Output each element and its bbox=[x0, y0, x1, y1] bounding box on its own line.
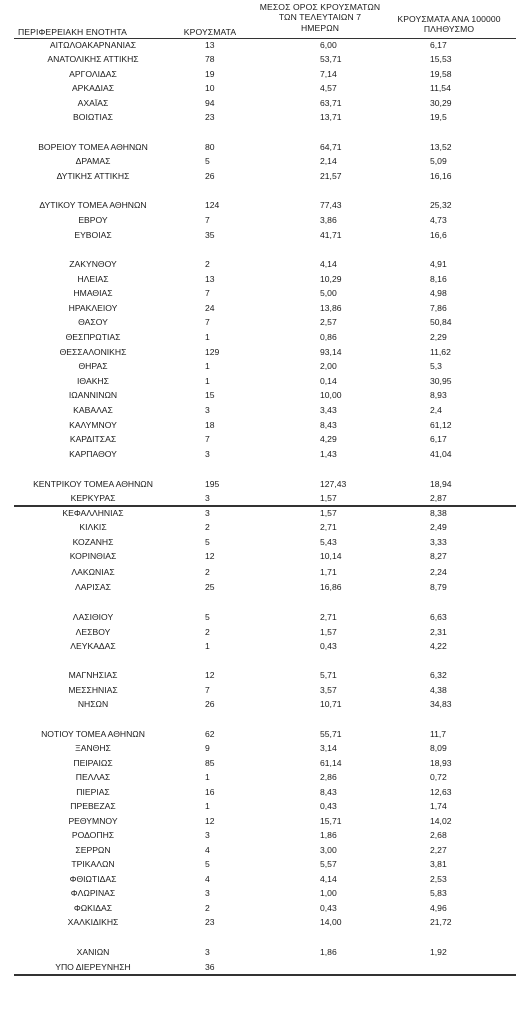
table-row bbox=[0, 404, 516, 418]
rate-value: 2,87 bbox=[430, 493, 447, 503]
cases-value: 3 bbox=[205, 449, 210, 459]
table-row bbox=[0, 39, 516, 53]
avg-value: 13,86 bbox=[320, 303, 342, 313]
region-name: ΗΛΕΙΑΣ bbox=[77, 274, 109, 284]
avg-value: 4,14 bbox=[320, 874, 337, 884]
table-row bbox=[0, 97, 516, 111]
region-name: ΡΟΔΟΠΗΣ bbox=[71, 830, 115, 840]
region-name: ΑΧΑΪΑΣ bbox=[77, 98, 109, 108]
region-name: ΦΩΚΙΔΑΣ bbox=[73, 903, 113, 913]
cases-value: 94 bbox=[205, 98, 215, 108]
avg-value: 3,57 bbox=[320, 685, 337, 695]
avg-value: 0,43 bbox=[320, 903, 337, 913]
avg-value: 2,71 bbox=[320, 612, 337, 622]
cases-value: 85 bbox=[205, 758, 215, 768]
region-name: ΙΩΑΝΝΙΝΩΝ bbox=[68, 390, 118, 400]
rate-value: 61,12 bbox=[430, 420, 452, 430]
cases-value: 7 bbox=[205, 434, 210, 444]
region-name: ΚΕΝΤΡΙΚΟΥ ΤΟΜΕΑ ΑΘΗΝΩΝ bbox=[33, 479, 153, 489]
region-name: ΚΑΛΥΜΝΟΥ bbox=[69, 420, 117, 430]
rate-value: 2,53 bbox=[430, 874, 447, 884]
region-name: ΗΜΑΘΙΑΣ bbox=[73, 288, 113, 298]
cases-value: 26 bbox=[205, 699, 215, 709]
header-rate-line: ΚΡΟΥΣΜΑΤΑ ΑΝΑ 100000 bbox=[397, 14, 501, 24]
region-name: ΛΑΣΙΘΙΟΥ bbox=[72, 612, 114, 622]
avg-value: 2,00 bbox=[320, 361, 337, 371]
region-name: ΠΙΕΡΙΑΣ bbox=[76, 787, 110, 797]
rate-value: 12,63 bbox=[430, 787, 452, 797]
avg-value: 41,71 bbox=[320, 230, 342, 240]
rate-value: 18,94 bbox=[430, 479, 452, 489]
region-name: ΕΥΒΟΙΑΣ bbox=[74, 230, 112, 240]
table-row bbox=[0, 258, 516, 272]
avg-value: 1,43 bbox=[320, 449, 337, 459]
table-row bbox=[0, 800, 516, 814]
rate-value: 5,3 bbox=[430, 361, 442, 371]
avg-value: 64,71 bbox=[320, 142, 342, 152]
avg-value: 1,86 bbox=[320, 947, 337, 957]
cases-value: 26 bbox=[205, 171, 215, 181]
region-name: ΛΕΣΒΟΥ bbox=[75, 627, 111, 637]
cases-value: 18 bbox=[205, 420, 215, 430]
table-row bbox=[0, 684, 516, 698]
rate-value: 19,58 bbox=[430, 69, 452, 79]
rate-value: 3,33 bbox=[430, 537, 447, 547]
cases-value: 80 bbox=[205, 142, 215, 152]
region-name: ΛΑΡΙΣΑΣ bbox=[75, 582, 111, 592]
rate-value: 16,6 bbox=[430, 230, 447, 240]
cases-value: 3 bbox=[205, 493, 210, 503]
region-name: ΤΡΙΚΑΛΩΝ bbox=[71, 859, 115, 869]
avg-value: 63,71 bbox=[320, 98, 342, 108]
cases-value: 3 bbox=[205, 947, 210, 957]
rate-value: 8,93 bbox=[430, 390, 447, 400]
avg-value: 5,71 bbox=[320, 670, 337, 680]
cases-value: 7 bbox=[205, 685, 210, 695]
rate-value: 2,49 bbox=[430, 522, 447, 532]
table-row bbox=[0, 550, 516, 564]
avg-value: 2,57 bbox=[320, 317, 337, 327]
avg-value: 53,71 bbox=[320, 54, 342, 64]
rate-value: 11,62 bbox=[430, 347, 451, 357]
table-row bbox=[0, 155, 516, 169]
rate-value: 21,72 bbox=[430, 917, 452, 927]
avg-value: 5,43 bbox=[320, 537, 337, 547]
rate-value: 4,96 bbox=[430, 903, 447, 913]
region-name: ΚΙΛΚΙΣ bbox=[79, 522, 107, 532]
cases-value: 13 bbox=[205, 40, 215, 50]
rate-value: 8,27 bbox=[430, 551, 447, 561]
header-avg-line: ΤΩΝ ΤΕΛΕΥΤΑΙΩΝ 7 bbox=[278, 12, 362, 23]
rate-value: 11,54 bbox=[430, 83, 451, 93]
region-name: ΥΠΟ ΔΙΕΡΕΥΝΗΣΗ bbox=[55, 962, 131, 972]
header-rate-line: ΠΛΗΘΥΣΜΟ bbox=[423, 24, 475, 35]
avg-value: 8,43 bbox=[320, 420, 337, 430]
region-name: ΖΑΚΥΝΘΟΥ bbox=[69, 259, 117, 269]
header-cases: ΚΡΟΥΣΜΑΤΑ bbox=[183, 27, 237, 37]
region-name: ΘΕΣΣΑΛΟΝΙΚΗΣ bbox=[59, 347, 127, 357]
table-row bbox=[0, 626, 516, 640]
avg-value: 55,71 bbox=[320, 729, 342, 739]
table-row bbox=[0, 961, 516, 975]
cases-value: 23 bbox=[205, 112, 215, 122]
header-avg bbox=[250, 2, 390, 33]
table-row bbox=[0, 887, 516, 901]
rate-value: 41,04 bbox=[430, 449, 452, 459]
region-name: ΗΡΑΚΛΕΙΟΥ bbox=[68, 303, 118, 313]
rate-value: 4,38 bbox=[430, 685, 447, 695]
rate-value: 6,32 bbox=[430, 670, 447, 680]
table-row bbox=[0, 873, 516, 887]
avg-value: 10,71 bbox=[320, 699, 342, 709]
avg-value: 4,29 bbox=[320, 434, 337, 444]
cases-value: 7 bbox=[205, 215, 210, 225]
region-name: ΚΑΒΑΛΑΣ bbox=[73, 405, 113, 415]
table-row bbox=[0, 581, 516, 595]
region-name: ΠΕΙΡΑΙΩΣ bbox=[73, 758, 113, 768]
table-row bbox=[0, 214, 516, 228]
cases-value: 129 bbox=[205, 347, 220, 357]
rate-value: 6,17 bbox=[430, 40, 447, 50]
cases-value: 7 bbox=[205, 288, 210, 298]
header-avg-line: ΜΕΣΟΣ ΟΡΟΣ ΚΡΟΥΣΜΑΤΩΝ bbox=[259, 2, 381, 12]
region-name: ΒΟΙΩΤΙΑΣ bbox=[73, 112, 113, 122]
cases-value: 2 bbox=[205, 522, 210, 532]
cases-value: 1 bbox=[205, 332, 210, 342]
table-row bbox=[0, 419, 516, 433]
rate-value: 13,52 bbox=[430, 142, 452, 152]
table-row bbox=[0, 728, 516, 742]
table-row bbox=[0, 698, 516, 712]
cases-value: 35 bbox=[205, 230, 215, 240]
cases-value: 1 bbox=[205, 641, 210, 651]
region-name: ΛΕΥΚΑΔΑΣ bbox=[70, 641, 116, 651]
cases-value: 2 bbox=[205, 567, 210, 577]
avg-value: 1,00 bbox=[320, 888, 337, 898]
table-row bbox=[0, 287, 516, 301]
table-row bbox=[0, 346, 516, 360]
cases-value: 5 bbox=[205, 859, 210, 869]
cases-value: 5 bbox=[205, 156, 210, 166]
rate-value: 15,53 bbox=[430, 54, 452, 64]
region-name: ΚΟΡΙΝΘΙΑΣ bbox=[69, 551, 117, 561]
cases-value: 5 bbox=[205, 612, 210, 622]
table-row bbox=[0, 141, 516, 155]
region-name: ΠΡΕΒΕΖΑΣ bbox=[70, 801, 116, 811]
avg-value: 0,86 bbox=[320, 332, 337, 342]
rate-value: 2,24 bbox=[430, 567, 447, 577]
avg-value: 5,00 bbox=[320, 288, 337, 298]
avg-value: 21,57 bbox=[320, 171, 342, 181]
table-row bbox=[0, 375, 516, 389]
region-name: ΡΕΘΥΜΝΟΥ bbox=[68, 816, 118, 826]
avg-value: 4,14 bbox=[320, 259, 337, 269]
region-name: ΚΕΡΚΥΡΑΣ bbox=[70, 493, 116, 503]
avg-value: 3,14 bbox=[320, 743, 337, 753]
cases-value: 124 bbox=[205, 200, 220, 210]
cases-value: 12 bbox=[205, 670, 215, 680]
table-row bbox=[0, 448, 516, 462]
avg-value: 14,00 bbox=[320, 917, 342, 927]
table-row bbox=[0, 492, 516, 506]
region-name: ΑΡΚΑΔΙΑΣ bbox=[71, 83, 115, 93]
region-name: ΙΘΑΚΗΣ bbox=[77, 376, 109, 386]
table-row bbox=[0, 521, 516, 535]
table-row bbox=[0, 273, 516, 287]
avg-value: 1,57 bbox=[320, 493, 337, 503]
table-row bbox=[0, 771, 516, 785]
table-row bbox=[0, 316, 516, 330]
region-name: ΚΑΡΠΑΘΟΥ bbox=[69, 449, 117, 459]
cases-value: 19 bbox=[205, 69, 215, 79]
rate-value: 5,83 bbox=[430, 888, 447, 898]
cases-value: 3 bbox=[205, 508, 210, 518]
table-row bbox=[0, 786, 516, 800]
region-name: ΧΑΛΚΙΔΙΚΗΣ bbox=[67, 917, 119, 927]
avg-value: 1,57 bbox=[320, 627, 337, 637]
avg-value: 16,86 bbox=[320, 582, 342, 592]
region-name: ΣΕΡΡΩΝ bbox=[75, 845, 111, 855]
avg-value: 4,57 bbox=[320, 83, 337, 93]
cases-value: 16 bbox=[205, 787, 215, 797]
region-name: ΞΑΝΘΗΣ bbox=[75, 743, 111, 753]
cases-value: 4 bbox=[205, 845, 210, 855]
avg-value: 0,43 bbox=[320, 801, 337, 811]
table-row bbox=[0, 858, 516, 872]
avg-value: 0,14 bbox=[320, 376, 337, 386]
rate-value: 25,32 bbox=[430, 200, 452, 210]
table-row bbox=[0, 433, 516, 447]
region-name: ΦΛΩΡΙΝΑΣ bbox=[70, 888, 116, 898]
region-name: ΔΥΤΙΚΗΣ ΑΤΤΙΚΗΣ bbox=[56, 171, 130, 181]
rate-value: 2,68 bbox=[430, 830, 447, 840]
avg-value: 5,57 bbox=[320, 859, 337, 869]
avg-value: 2,86 bbox=[320, 772, 337, 782]
table-row bbox=[0, 669, 516, 683]
cases-value: 13 bbox=[205, 274, 215, 284]
header-rate bbox=[384, 14, 514, 35]
rate-value: 6,17 bbox=[430, 434, 447, 444]
region-name: ΑΙΤΩΛΟΑΚΑΡΝΑΝΙΑΣ bbox=[49, 40, 137, 50]
rate-value: 3,81 bbox=[430, 859, 447, 869]
region-name: ΔΥΤΙΚΟΥ ΤΟΜΕΑ ΑΘΗΝΩΝ bbox=[39, 200, 147, 210]
table-row bbox=[0, 829, 516, 843]
header-avg-line: ΗΜΕΡΩΝ bbox=[300, 22, 340, 33]
cases-value: 3 bbox=[205, 888, 210, 898]
rate-value: 8,79 bbox=[430, 582, 447, 592]
cases-value: 12 bbox=[205, 551, 215, 561]
table-row bbox=[0, 360, 516, 374]
rate-value: 5,09 bbox=[430, 156, 447, 166]
region-name: ΘΗΡΑΣ bbox=[78, 361, 108, 371]
cases-value: 24 bbox=[205, 303, 215, 313]
rate-value: 30,29 bbox=[430, 98, 452, 108]
rate-value: 18,93 bbox=[430, 758, 452, 768]
avg-value: 10,00 bbox=[320, 390, 342, 400]
cases-value: 78 bbox=[205, 54, 215, 64]
region-name: ΒΟΡΕΙΟΥ ΤΟΜΕΑ ΑΘΗΝΩΝ bbox=[38, 142, 148, 152]
avg-value: 10,14 bbox=[320, 551, 342, 561]
table-row bbox=[0, 507, 516, 521]
rate-value: 11,7 bbox=[430, 729, 447, 739]
region-name: ΠΕΛΛΑΣ bbox=[75, 772, 111, 782]
rate-value: 4,73 bbox=[430, 215, 447, 225]
region-name: ΚΑΡΔΙΤΣΑΣ bbox=[69, 434, 117, 444]
rate-value: 8,09 bbox=[430, 743, 447, 753]
avg-value: 1,86 bbox=[320, 830, 337, 840]
rate-value: 34,83 bbox=[430, 699, 452, 709]
table-row bbox=[0, 536, 516, 550]
avg-value: 77,43 bbox=[320, 200, 342, 210]
table-row bbox=[0, 478, 516, 492]
table-row bbox=[0, 902, 516, 916]
region-name: ΘΕΣΠΡΩΤΙΑΣ bbox=[65, 332, 121, 342]
avg-value: 127,43 bbox=[320, 479, 347, 489]
avg-value: 3,86 bbox=[320, 215, 337, 225]
avg-value: 1,57 bbox=[320, 508, 337, 518]
cases-value: 1 bbox=[205, 361, 210, 371]
avg-value: 8,43 bbox=[320, 787, 337, 797]
header-region: ΠΕΡΙΦΕΡΕΙΑΚΗ ΕΝΟΤΗΤΑ bbox=[18, 27, 127, 37]
rate-value: 1,74 bbox=[430, 801, 447, 811]
table-row bbox=[0, 611, 516, 625]
region-name: ΚΕΦΑΛΛΗΝΙΑΣ bbox=[62, 508, 124, 518]
cases-value: 1 bbox=[205, 801, 210, 811]
region-name: ΧΑΝΙΩΝ bbox=[76, 947, 110, 957]
cases-value: 10 bbox=[205, 83, 215, 93]
rate-value: 8,16 bbox=[430, 274, 447, 284]
table-row bbox=[0, 331, 516, 345]
rate-value: 4,98 bbox=[430, 288, 447, 298]
table-row bbox=[0, 640, 516, 654]
table-row bbox=[0, 742, 516, 756]
table-row bbox=[0, 82, 516, 96]
avg-value: 0,43 bbox=[320, 641, 337, 651]
table-row bbox=[0, 757, 516, 771]
rate-value: 14,02 bbox=[430, 816, 452, 826]
region-name: ΜΕΣΣΗΝΙΑΣ bbox=[68, 685, 118, 695]
cases-value: 1 bbox=[205, 772, 210, 782]
region-name: ΘΑΣΟΥ bbox=[78, 317, 108, 327]
region-name: ΑΝΑΤΟΛΙΚΗΣ ΑΤΤΙΚΗΣ bbox=[47, 54, 139, 64]
region-name: ΑΡΓΟΛΙΔΑΣ bbox=[69, 69, 117, 79]
rate-value: 19,5 bbox=[430, 112, 447, 122]
cases-value: 195 bbox=[205, 479, 220, 489]
table-row bbox=[0, 170, 516, 184]
rate-value: 0,72 bbox=[430, 772, 447, 782]
avg-value: 2,71 bbox=[320, 522, 337, 532]
table-row bbox=[0, 566, 516, 580]
cases-value: 62 bbox=[205, 729, 215, 739]
region-name: ΦΘΙΩΤΙΔΑΣ bbox=[69, 874, 117, 884]
cases-value: 15 bbox=[205, 390, 215, 400]
rate-value: 1,92 bbox=[430, 947, 447, 957]
region-name: ΝΗΣΩΝ bbox=[77, 699, 109, 709]
cases-value: 23 bbox=[205, 917, 215, 927]
cases-value: 2 bbox=[205, 903, 210, 913]
cases-value: 7 bbox=[205, 317, 210, 327]
cases-value: 2 bbox=[205, 627, 210, 637]
cases-value: 25 bbox=[205, 582, 215, 592]
avg-value: 61,14 bbox=[320, 758, 342, 768]
rate-value: 8,38 bbox=[430, 508, 447, 518]
region-name: ΔΡΑΜΑΣ bbox=[75, 156, 111, 166]
avg-value: 15,71 bbox=[320, 816, 342, 826]
table-row bbox=[0, 229, 516, 243]
cases-value: 12 bbox=[205, 816, 215, 826]
avg-value: 13,71 bbox=[320, 112, 342, 122]
table-row bbox=[0, 844, 516, 858]
avg-value: 10,29 bbox=[320, 274, 342, 284]
rate-value: 2,29 bbox=[430, 332, 447, 342]
rate-value: 7,86 bbox=[430, 303, 447, 313]
cases-value: 9 bbox=[205, 743, 210, 753]
avg-value: 6,00 bbox=[320, 40, 337, 50]
region-name: ΛΑΚΩΝΙΑΣ bbox=[71, 567, 115, 577]
avg-value: 3,43 bbox=[320, 405, 337, 415]
avg-value: 3,00 bbox=[320, 845, 337, 855]
table-row bbox=[0, 199, 516, 213]
rate-value: 2,31 bbox=[430, 627, 447, 637]
avg-value: 2,14 bbox=[320, 156, 337, 166]
table-row bbox=[0, 302, 516, 316]
rate-value: 30,95 bbox=[430, 376, 452, 386]
cases-value: 3 bbox=[205, 405, 210, 415]
avg-value: 1,71 bbox=[320, 567, 337, 577]
region-name: ΚΟΖΑΝΗΣ bbox=[72, 537, 114, 547]
region-name: ΜΑΓΝΗΣΙΑΣ bbox=[68, 670, 118, 680]
avg-value: 7,14 bbox=[320, 69, 337, 79]
table-row bbox=[0, 916, 516, 930]
cases-value: 5 bbox=[205, 537, 210, 547]
table-row bbox=[0, 815, 516, 829]
table-row bbox=[0, 53, 516, 67]
cases-value: 4 bbox=[205, 874, 210, 884]
cases-value: 3 bbox=[205, 830, 210, 840]
rate-value: 50,84 bbox=[430, 317, 452, 327]
rate-value: 2,4 bbox=[430, 405, 442, 415]
table-row bbox=[0, 389, 516, 403]
rate-value: 4,22 bbox=[430, 641, 447, 651]
rate-value: 6,63 bbox=[430, 612, 447, 622]
rate-value: 2,27 bbox=[430, 845, 447, 855]
cases-value: 36 bbox=[205, 962, 215, 972]
rate-value: 4,91 bbox=[430, 259, 447, 269]
rate-value: 16,16 bbox=[430, 171, 452, 181]
table-row bbox=[0, 68, 516, 82]
avg-value: 93,14 bbox=[320, 347, 342, 357]
table-row bbox=[0, 111, 516, 125]
region-name: ΕΒΡΟΥ bbox=[78, 215, 108, 225]
region-name: ΝΟΤΙΟΥ ΤΟΜΕΑ ΑΘΗΝΩΝ bbox=[41, 729, 145, 739]
cases-value: 1 bbox=[205, 376, 210, 386]
table-row bbox=[0, 946, 516, 960]
cases-value: 2 bbox=[205, 259, 210, 269]
